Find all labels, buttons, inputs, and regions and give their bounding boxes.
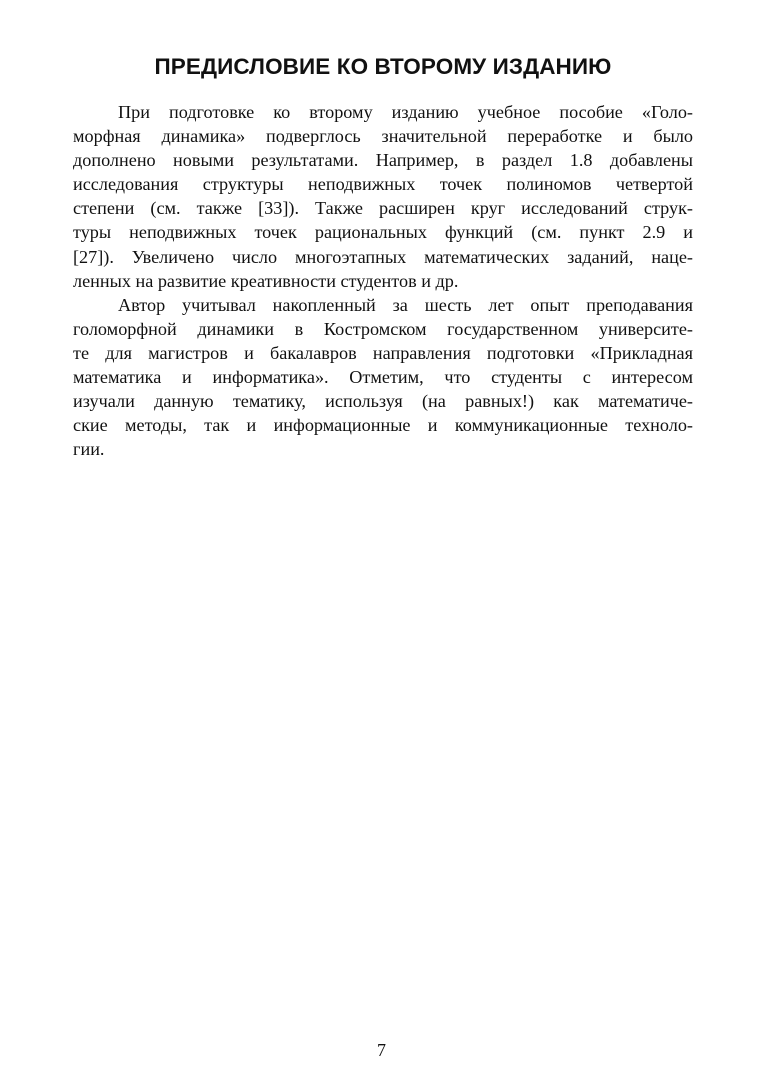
body-text [73, 100, 693, 461]
text-line: гии. [73, 439, 105, 460]
text-line: голоморфной динамики в Костромском государственном университе- [73, 318, 693, 339]
text-line: дополнено новыми результатами. Например, в раздел 1.8 добавлены [73, 150, 693, 171]
paragraph-2 [73, 293, 693, 462]
text-line: При подготовке ко второму изданию учебное пособие «Голо- [118, 102, 693, 122]
text-line: изучали данную тематику, используя (на равных!) как математиче- [73, 391, 693, 412]
text-line: морфная динамика» подверглось значительной переработке и было [73, 126, 693, 147]
text-line: те для магистров и бакалавров направления подготовки «Прикладная [73, 342, 693, 363]
paragraph-1 [73, 100, 693, 293]
text-line: ские методы, так и информационные и коммуникационные техноло- [73, 415, 693, 436]
text-line: исследования структуры неподвижных точек полиномов четвертой [73, 174, 693, 195]
text-line: [27]). Увеличено число многоэтапных математических заданий, наце- [73, 246, 693, 267]
text-line: математика и информатика». Отметим, что студенты с интересом [73, 367, 693, 388]
page-number: 7 [377, 1040, 386, 1060]
text-line: степени (см. также [33]). Также расширен круг исследований струк- [73, 198, 693, 219]
text-line: ленных на развитие креативности студентов и др. [73, 270, 459, 291]
page-title: ПРЕДИСЛОВИЕ КО ВТОРОМУ ИЗДАНИЮ [154, 54, 612, 79]
text-line: туры неподвижных точек рациональных функций (см. пункт 2.9 и [73, 222, 693, 243]
text-line: Автор учитывал накопленный за шесть лет опыт преподавания [118, 294, 693, 315]
